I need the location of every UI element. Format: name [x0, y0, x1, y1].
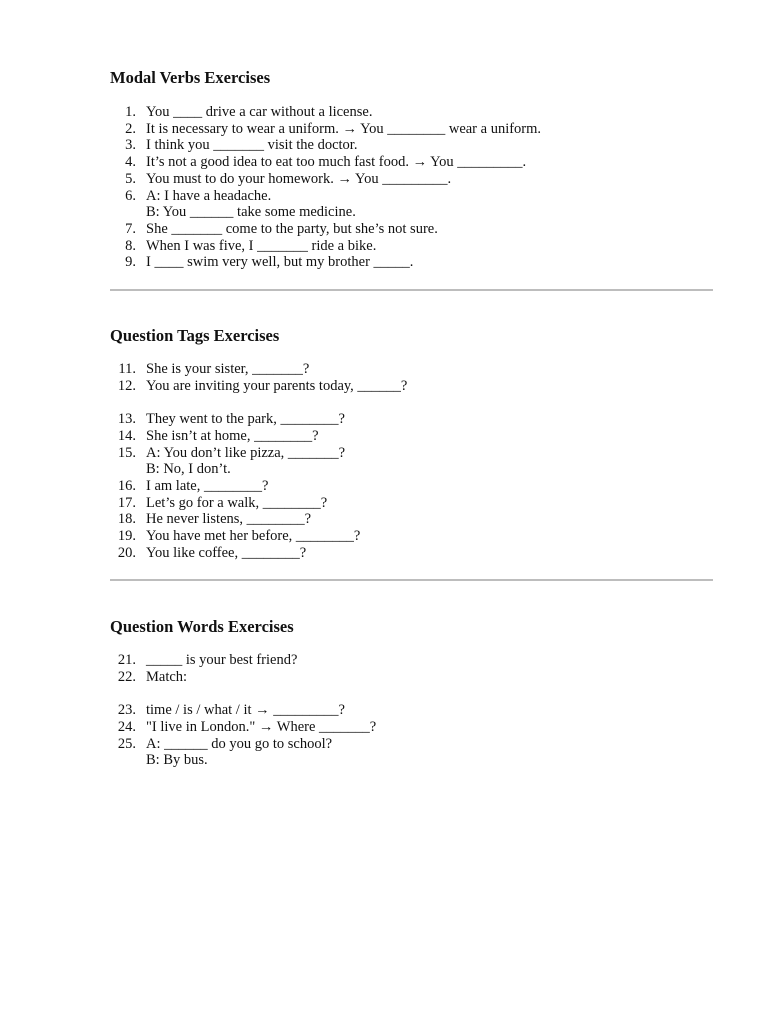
item-number: 24.: [117, 718, 136, 735]
item-number: 20.: [117, 544, 136, 561]
item-text: "I live in London." → Where _______?: [146, 718, 377, 735]
item-body: [146, 445, 345, 478]
item-number: 12.: [117, 377, 136, 394]
item-number: 21.: [117, 652, 136, 668]
exercise-item: [110, 411, 714, 428]
exercise-item: [110, 221, 714, 238]
item-text: You have met her before, ________?: [146, 528, 361, 545]
item-text: They went to the park, ________?: [146, 411, 345, 428]
item-text: When I was five, I _______ ride a bike.: [146, 237, 377, 254]
exercise-list: [110, 361, 714, 561]
exercise-item: [110, 238, 714, 255]
item-body: [146, 736, 332, 769]
item-text: A: I have a headache.: [146, 187, 272, 204]
item-number: 16.: [117, 477, 136, 494]
item-text: I ____ swim very well, but my brother _____.: [146, 254, 414, 271]
item-text: A: ______ do you go to school?: [146, 735, 333, 752]
item-number: 19.: [117, 528, 136, 545]
exercise-item: [110, 378, 714, 395]
exercise-item: [110, 361, 714, 378]
item-text: He never listens, ________?: [146, 511, 312, 528]
exercise-item: [110, 188, 714, 221]
item-text: She is your sister, _______?: [146, 361, 310, 377]
section-divider: [110, 579, 713, 581]
item-text: It is necessary to wear a uniform. → You ________ wear a uniform.: [146, 120, 542, 137]
item-number: 22.: [117, 668, 136, 685]
exercise-list: [110, 104, 714, 271]
exercise-item: [110, 528, 714, 545]
item-number: 18.: [117, 511, 136, 528]
item-text: A: You don’t like pizza, _______?: [146, 444, 346, 461]
item-text: You like coffee, ________?: [146, 544, 307, 561]
item-text: Let’s go for a walk, ________?: [146, 494, 328, 511]
section-title: Question Tags Exercises: [110, 326, 280, 345]
item-text: You must to do your homework. → You _________.: [146, 170, 452, 187]
item-number: 25.: [117, 735, 136, 752]
item-number: 15.: [117, 444, 136, 461]
exercise-item: [110, 121, 714, 138]
exercise-item: [110, 137, 714, 154]
item-text: I think you _______ visit the doctor.: [146, 137, 358, 154]
section-divider: [110, 289, 713, 291]
question-tags-section: [110, 326, 714, 561]
item-number: 6.: [125, 187, 136, 204]
exercise-item: [110, 511, 714, 528]
item-number: 14.: [117, 427, 136, 444]
item-text: time / is / what / it → _________?: [146, 702, 345, 719]
exercise-item: [110, 702, 714, 719]
item-text: _____ is your best friend?: [146, 652, 298, 668]
item-number: 9.: [125, 254, 136, 271]
exercise-item: [110, 736, 714, 769]
item-continuation: B: No, I don’t.: [146, 461, 231, 478]
item-number: 3.: [125, 137, 136, 154]
item-number: 23.: [117, 702, 136, 719]
item-number: 1.: [125, 104, 136, 120]
exercise-item: [110, 495, 714, 512]
exercise-item: [110, 669, 714, 686]
item-text: She _______ come to the party, but she’s not sure.: [146, 220, 438, 237]
exercise-item: [110, 428, 714, 445]
item-text: You ____ drive a car without a license.: [146, 104, 373, 120]
exercise-item: [110, 254, 714, 271]
item-number: 2.: [125, 120, 136, 137]
list-spacer: [110, 685, 714, 702]
question-words-section: [110, 617, 714, 769]
list-spacer: [110, 394, 714, 411]
item-text: You are inviting your parents today, ______?: [146, 377, 408, 394]
item-number: 13.: [117, 411, 136, 428]
item-text: She isn’t at home, ________?: [146, 427, 319, 444]
exercise-item: [110, 445, 714, 478]
item-text: It’s not a good idea to eat too much fast food. → You _________.: [146, 154, 527, 171]
section-title: Modal Verbs Exercises: [110, 68, 271, 87]
item-number: 7.: [125, 220, 136, 237]
exercise-list: [110, 652, 714, 769]
exercise-item: [110, 154, 714, 171]
item-continuation: B: By bus.: [146, 752, 208, 769]
section-title: Question Words Exercises: [110, 617, 294, 636]
exercise-item: [110, 171, 714, 188]
item-body: [146, 188, 356, 221]
item-number: 11.: [118, 361, 136, 377]
exercise-item: [110, 719, 714, 736]
exercise-item: [110, 478, 714, 495]
exercise-item: [110, 652, 714, 669]
item-number: 8.: [125, 237, 136, 254]
item-number: 4.: [125, 154, 136, 171]
item-number: 17.: [117, 494, 136, 511]
item-number: 5.: [125, 170, 136, 187]
item-text: Match:: [146, 668, 188, 685]
exercise-item: [110, 104, 714, 121]
modal-verbs-section: [110, 68, 714, 271]
exercise-item: [110, 545, 714, 562]
item-text: I am late, ________?: [146, 477, 269, 494]
item-continuation: B: You ______ take some medicine.: [146, 204, 356, 221]
